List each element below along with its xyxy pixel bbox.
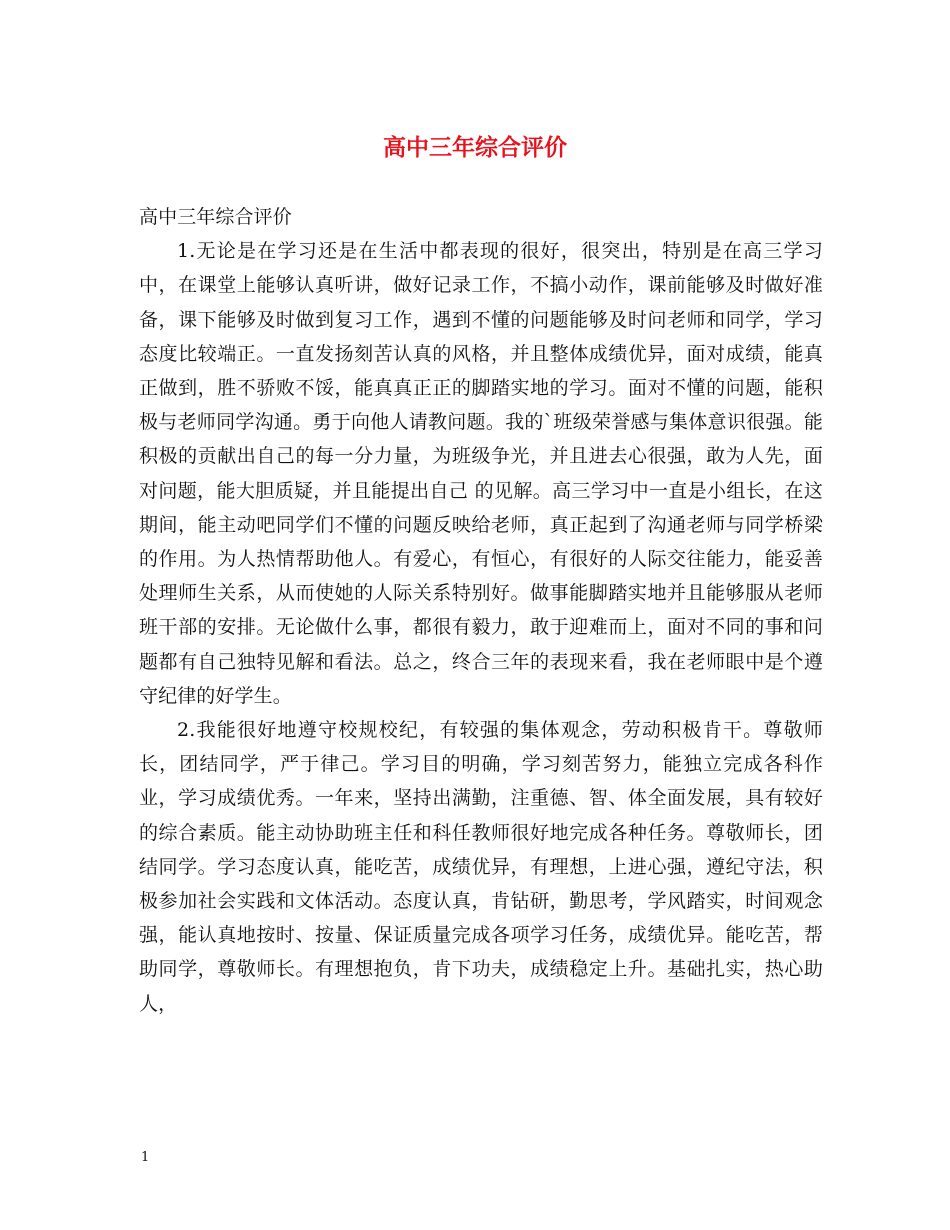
page-number: 1	[141, 1150, 150, 1165]
paragraph-2: 2.我能很好地遵守校规校纪，有较强的集体观念，劳动积极肯干。尊敬师长，团结同学，严于律己。学习目的明确，学习刻苦努力，能独立完成各科作业，学习成绩优秀。一年来，坚持出满勤，注重德、智、体全面发展，具有较好的综合素质。能主动协助班主任和科任教师很好地完成各种任务。尊敬师长，团结同学。学习态度认真，能吃苦，成绩优异，有理想，上进心强，遵纪守法，积极参加社会实践和文体活动。态度认真，肯钻研，勤思考，学风踏实，时间观念强，能认真地按时、按量、保证质量完成各项学习任务，成绩优异。能吃苦，帮助同学，尊敬师长。有理想抱负，肯下功夫，成绩稳定上升。基础扎实，热心助人，	[139, 719, 823, 1015]
document-body	[139, 200, 823, 1021]
paragraph-1: 1.无论是在学习还是在生活中都表现的很好，很突出，特别是在高三学习中，在课堂上能够认真听讲，做好记录工作，不搞小动作，课前能够及时做好准备，课下能够及时做到复习工作，遇到不懂的问题能够及时问老师和同学，学习态度比较端正。一直发扬刻苦认真的风格，并且整体成绩优异，面对成绩，能真正做到，胜不骄败不馁，能真真正正的脚踏实地的学习。面对不懂的问题，能积极与老师同学沟通。勇于向他人请教问题。我的`班级荣誉感与集体意识很强。能积极的贡献出自己的每一分力量，为班级争光，并且进去心很强，敢为人先，面对问题，能大胆质疑，并且能提出自己 的见解。高三学习中一直是小组长，在这期间，能主动吧同学们不懂的问题反映给老师，真正起到了沟通老师与同学桥梁的作用。为人热情帮助他人。有爱心，有恒心，有很好的人际交往能力，能妥善处理师生关系，从而使她的人际关系特别好。做事能脚踏实地并且能够服从老师班干部的安排。无论做什么事，都很有毅力，敢于迎难而上，面对不同的事和问题都有自己独特见解和看法。总之，终合三年的表现来看，我在老师眼中是个遵守纪律的好学生。	[139, 240, 823, 707]
document-title: 高中三年综合评价	[383, 134, 567, 161]
section-heading: 高中三年综合评价	[139, 206, 292, 228]
